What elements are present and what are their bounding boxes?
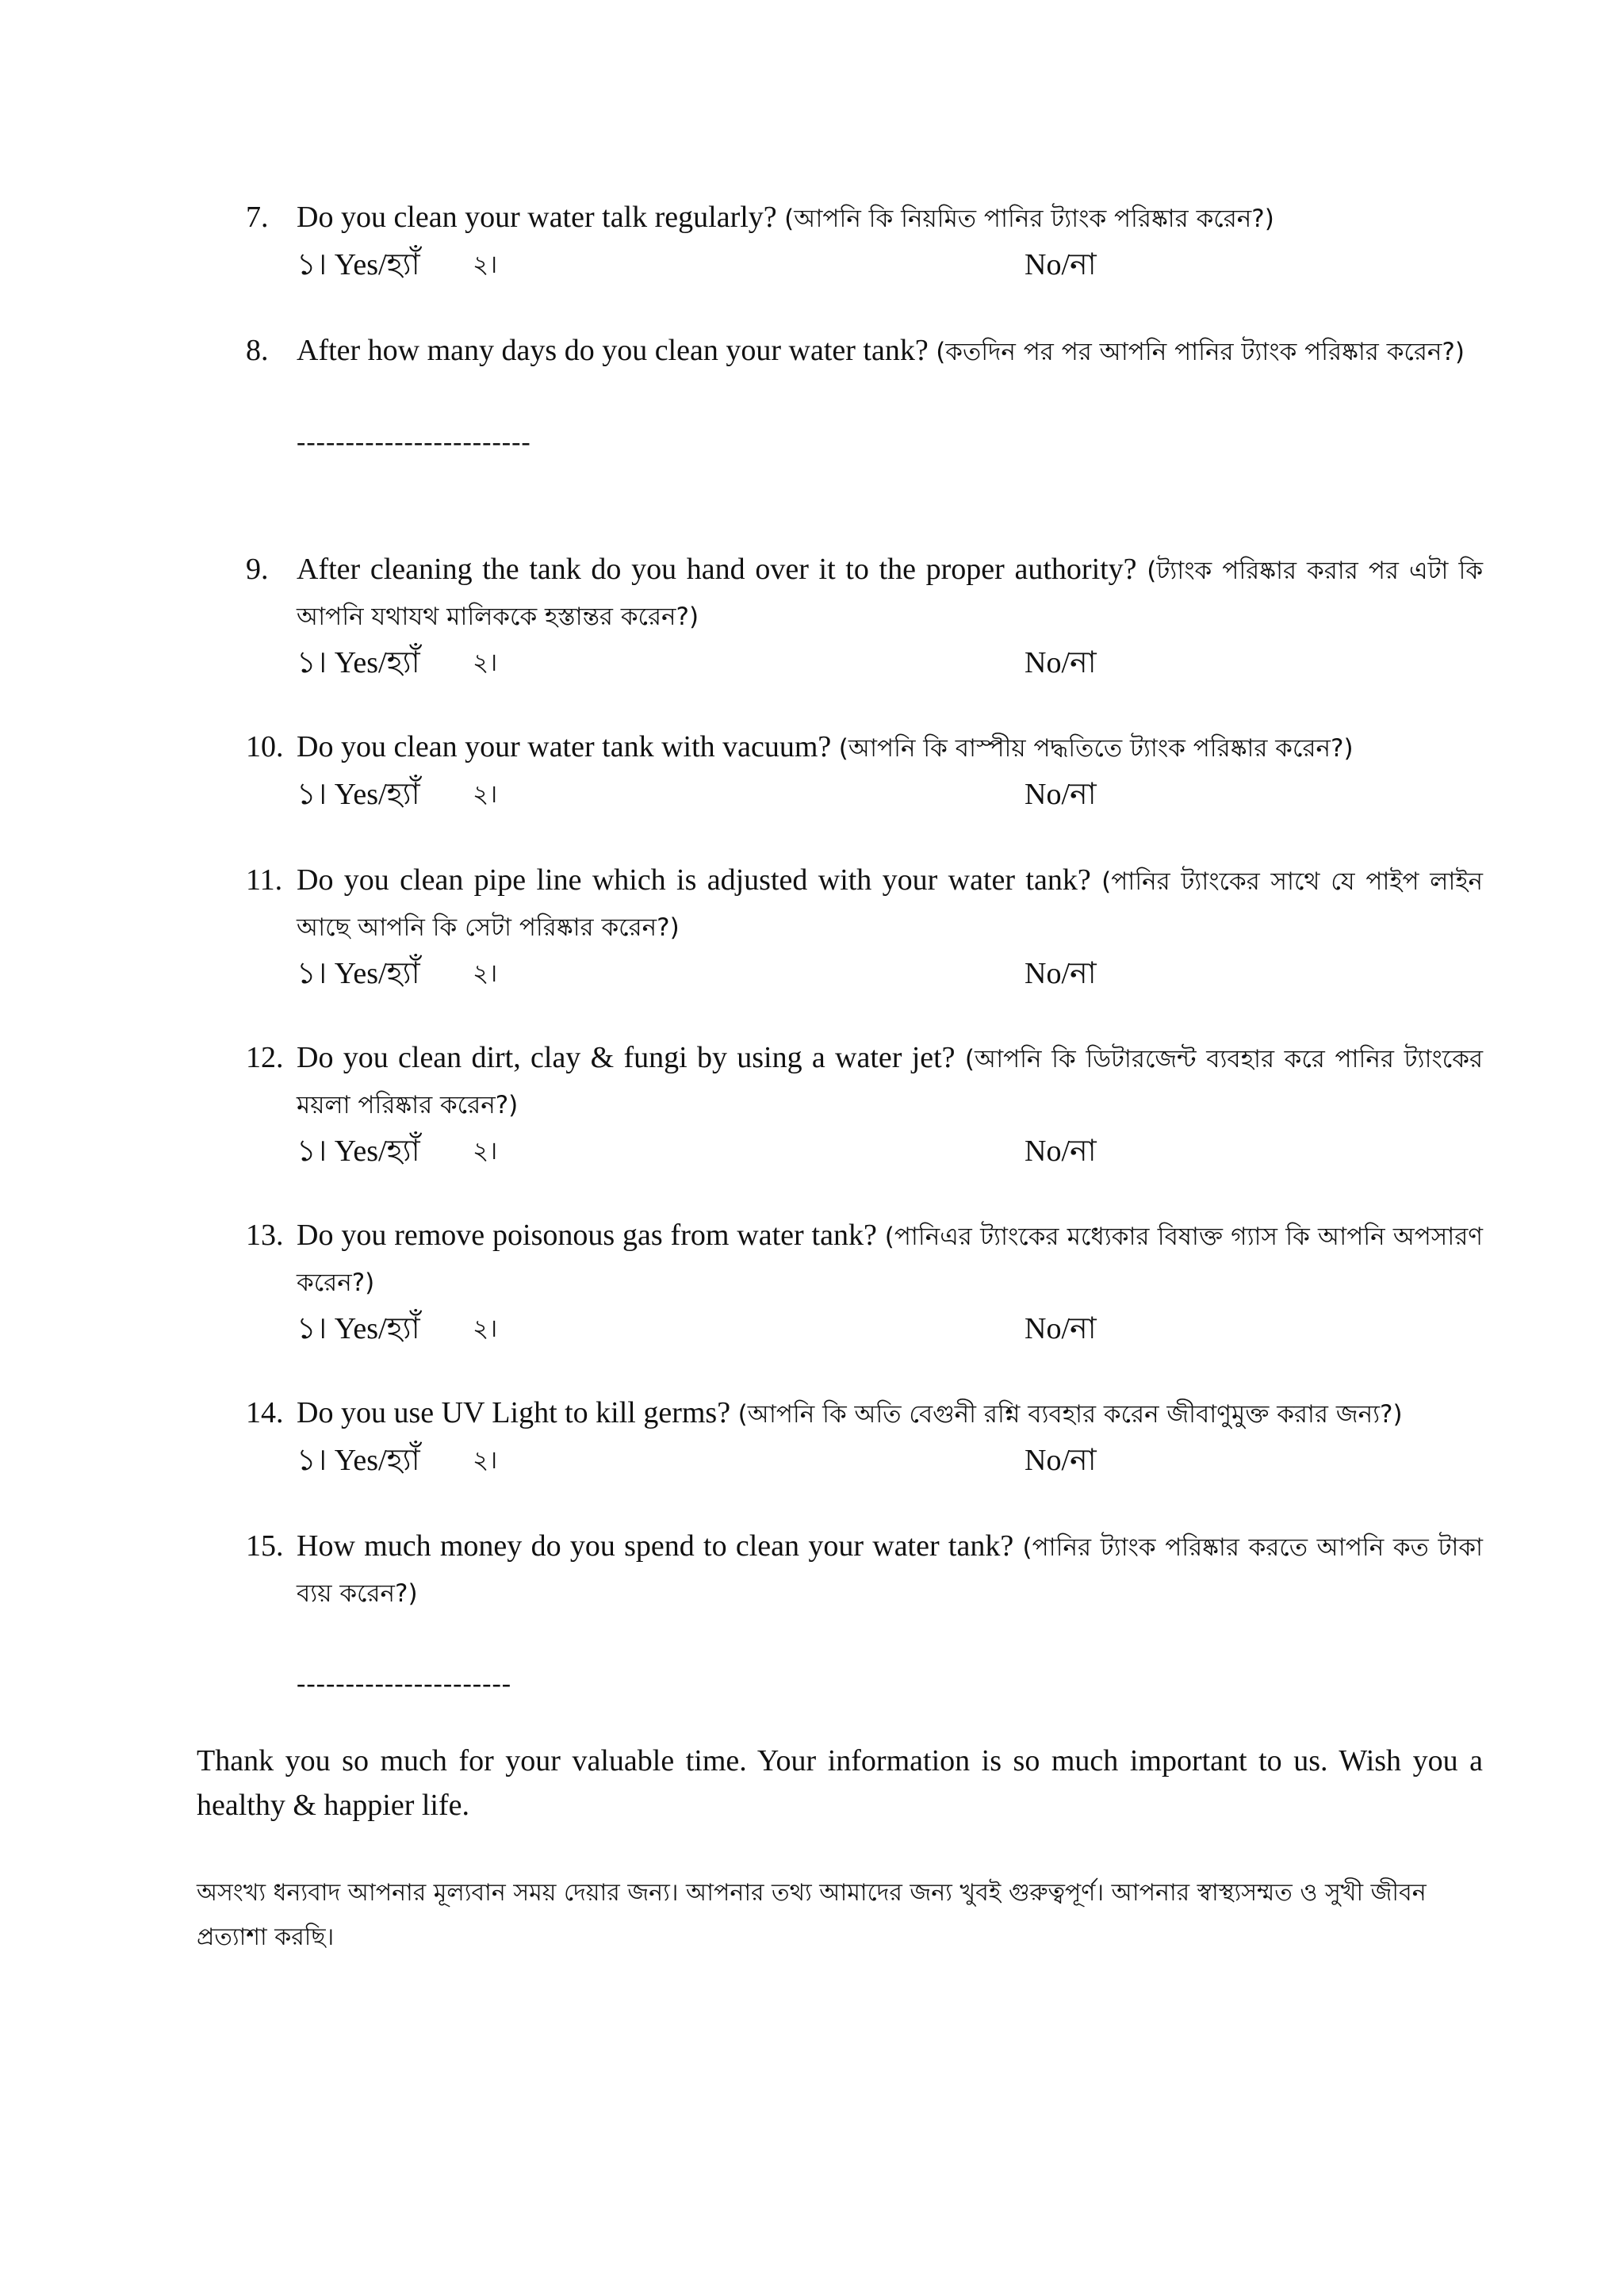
question-text-en: Do you clean your water talk regularly? [297,201,777,234]
option-yes[interactable]: ১। Yes/হ্যাঁ [297,778,420,811]
question-text-en: How much money do you spend to clean your water tank? [297,1529,1014,1563]
option-no[interactable]: No/না [1025,1135,1097,1168]
option-yes[interactable]: ১। Yes/হ্যাঁ [297,1444,420,1477]
question-7 [246,195,1483,287]
answer-options [297,641,1483,685]
question-number: 9. [246,553,269,586]
question-text-bn: (আপনি কি বাস্পীয় পদ্ধতিতে ট্যাংক পরিষ্কার করেন?) [838,734,1354,763]
option-yes[interactable]: ১। Yes/হ্যাঁ [297,1312,420,1345]
question-text-bn: (আপনি কি ডিটারজেন্ট ব্যবহার করে পানির ট্যাংকের ময়লা পরিষ্কার করেন?) [297,1045,1484,1119]
question-text-en: Do you use UV Light to kill germs? [297,1396,731,1429]
option-yes[interactable]: ১। Yes/হ্যাঁ [297,957,420,990]
answer-options [297,951,1483,996]
question-9 [246,547,1483,685]
question-number: 13. [246,1219,284,1252]
question-number: 7. [246,201,269,234]
answer-options [297,1129,1483,1173]
answer-options [297,772,1483,817]
question-number: 10. [246,730,284,763]
option-two-marker[interactable]: ২। [473,780,498,809]
option-two-marker[interactable]: ২। [473,1446,498,1475]
option-two-marker[interactable]: ২। [473,1137,498,1165]
option-two-marker[interactable]: ২। [473,1314,498,1343]
option-two-marker[interactable]: ২। [473,649,498,677]
question-text-bn: (আপনি কি অতি বেগুনী রশ্নি ব্যবহার করেন জীবাণুমুক্ত করার জন্য?) [737,1400,1403,1429]
question-text [297,1213,1483,1305]
closing-message-bn: অসংখ্য ধন্যবাদ আপনার মূল্যবান সময় দেয়ার জন্য। আপনার তথ্য আমাদের জন্য খুবই গুরুত্বপূর্ণ। আপনার স্বাস্থ্যসম্মত ও সুখী জীবন প্রত্যাশা করছি। [197,1879,1427,1951]
option-no[interactable]: No/না [1025,1312,1097,1345]
option-two-marker[interactable]: ২। [473,959,498,988]
option-no[interactable]: No/না [1025,1444,1097,1477]
question-10 [246,725,1483,817]
question-number: 14. [246,1396,284,1429]
question-15 [246,1524,1483,1706]
question-text [297,328,1483,374]
question-text-bn: (আপনি কি নিয়মিত পানির ট্যাংক পরিষ্কার করেন?) [784,205,1274,233]
question-13 [246,1213,1483,1351]
question-text-bn: (ট্যাংক পরিষ্কার করার পর এটা কি আপনি যথাযথ মালিককে হস্তান্তর করেন?) [297,557,1484,631]
question-text-en: Do you clean dirt, clay & fungi by using a water jet? [297,1041,956,1074]
answer-blank-line[interactable]: ---------------------- [297,1669,512,1698]
question-14 [246,1391,1483,1483]
option-no[interactable]: No/না [1025,957,1097,990]
closing-message-en: Thank you so much for your valuable time. Your information is so much important to us. Wish you a healthy & happier life. [197,1744,1483,1822]
question-text [297,547,1483,639]
question-text [297,1035,1483,1127]
option-no[interactable]: No/না [1025,248,1097,281]
option-yes[interactable]: ১। Yes/হ্যাঁ [297,646,420,679]
question-8 [246,328,1483,465]
question-text [297,725,1483,771]
option-two-marker[interactable]: ২। [473,251,498,279]
answer-blank-line[interactable]: ------------------------ [297,427,531,457]
question-text [297,1391,1483,1437]
question-text-bn: (পানিএর ট্যাংকের মধ্যেকার বিষাক্ত গ্যাস কি আপনি অপসারণ করেন?) [297,1223,1483,1297]
question-number: 12. [246,1041,284,1074]
answer-options [297,243,1483,287]
option-no[interactable]: No/না [1025,646,1097,679]
question-text-en: After cleaning the tank do you hand over it to the proper authority? [297,553,1137,586]
question-text-en: After how many days do you clean your water tank? [297,334,929,367]
question-number: 15. [246,1529,284,1563]
question-text-en: Do you clean pipe line which is adjusted with your water tank? [297,863,1091,897]
question-text-bn: (পানির ট্যাংকের সাথে যে পাইপ লাইন আছে আপনি কি সেটা পরিষ্কার করেন?) [297,867,1484,942]
question-text-bn: (পানির ট্যাংক পরিষ্কার করতে আপনি কত টাকা ব্যয় করেন?) [297,1533,1484,1608]
option-no[interactable]: No/না [1025,778,1097,811]
question-number: 8. [246,334,269,367]
answer-options [297,1307,1483,1351]
question-text [297,858,1483,950]
question-text-bn: (কতদিন পর পর আপনি পানির ট্যাংক পরিষ্কার করেন?) [936,338,1465,366]
question-text-en: Do you remove poisonous gas from water tank? [297,1219,877,1252]
question-text [297,1524,1483,1616]
question-text-en: Do you clean your water tank with vacuum? [297,730,832,763]
option-yes[interactable]: ১। Yes/হ্যাঁ [297,248,420,281]
question-11 [246,858,1483,996]
answer-options [297,1438,1483,1483]
question-12 [246,1035,1483,1173]
question-text [297,195,1483,241]
question-number: 11. [246,863,283,897]
option-yes[interactable]: ১। Yes/হ্যাঁ [297,1135,420,1168]
